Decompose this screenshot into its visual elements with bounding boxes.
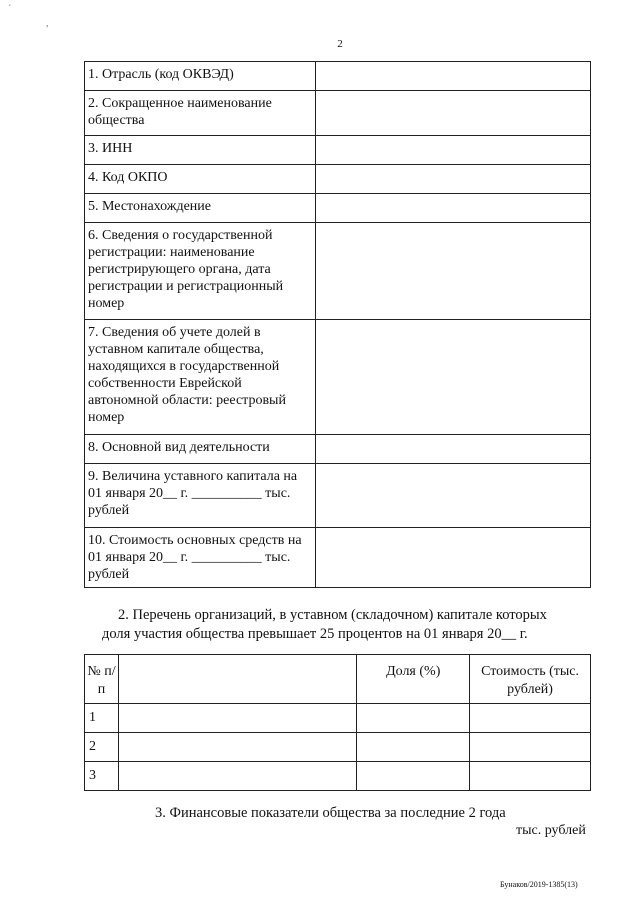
row-number: 2	[85, 733, 119, 762]
row-label: 7. Сведения об учете долей в уставном капитале общества, находящихся в государственной собственности Еврейской автономной области: реестровый номер	[85, 320, 316, 435]
col-header-share: Доля (%)	[357, 655, 470, 704]
row-value-cell[interactable]	[316, 165, 591, 194]
table-row	[85, 733, 591, 762]
scan-artifact: ,	[46, 18, 49, 29]
share-cell[interactable]	[357, 733, 470, 762]
row-label: 4. Код ОКПО	[85, 165, 316, 194]
org-name-cell[interactable]	[118, 733, 356, 762]
org-name-cell[interactable]	[118, 704, 356, 733]
share-cell[interactable]	[357, 762, 470, 791]
table-row	[85, 704, 591, 733]
org-name-cell[interactable]	[118, 762, 356, 791]
row-label: 10. Стоимость основных средств на 01 января 20__ г. __________ тыс. рублей	[85, 528, 316, 588]
section-2-heading	[102, 606, 592, 644]
table-row	[85, 320, 591, 435]
section-2-line-2: доля участия общества превышает 25 процентов на 01 января 20__ г.	[102, 626, 528, 642]
value-cell[interactable]	[470, 733, 591, 762]
row-label: 8. Основной вид деятельности	[85, 435, 316, 464]
row-label: 1. Отрасль (код ОКВЭД)	[85, 62, 316, 91]
table-row	[85, 62, 591, 91]
share-cell[interactable]	[357, 704, 470, 733]
table-header-row	[85, 655, 591, 704]
row-label: 5. Местонахождение	[85, 194, 316, 223]
row-value-cell[interactable]	[316, 223, 591, 320]
row-value-cell[interactable]	[316, 320, 591, 435]
value-cell[interactable]	[470, 704, 591, 733]
row-value-cell[interactable]	[316, 91, 591, 136]
company-info-table	[84, 61, 591, 588]
units-label: тыс. рублей	[516, 823, 586, 838]
page-number: 2	[337, 38, 343, 50]
row-value-cell[interactable]	[316, 528, 591, 588]
row-value-cell[interactable]	[316, 194, 591, 223]
organizations-table	[84, 654, 591, 791]
col-header-name	[118, 655, 356, 704]
table-row	[85, 435, 591, 464]
row-value-cell[interactable]	[316, 464, 591, 528]
document-footer-code: Бунаков/2019-1385(13)	[500, 880, 578, 889]
scan-artifact: ´	[8, 4, 12, 15]
row-label: 3. ИНН	[85, 136, 316, 165]
row-value-cell[interactable]	[316, 62, 591, 91]
table-row	[85, 165, 591, 194]
row-value-cell[interactable]	[316, 435, 591, 464]
row-label: 2. Сокращенное наименование общества	[85, 91, 316, 136]
row-label: 9. Величина уставного капитала на 01 января 20__ г. __________ тыс. рублей	[85, 464, 316, 528]
row-number: 1	[85, 704, 119, 733]
row-label: 6. Сведения о государственной регистрации: наименование регистрирующего органа, дата регистрации и регистрационный номер	[85, 223, 316, 320]
col-header-number: № п/п	[85, 655, 119, 704]
table-row	[85, 464, 591, 528]
table-row	[85, 194, 591, 223]
table-row	[85, 762, 591, 791]
table-row	[85, 91, 591, 136]
table-row	[85, 528, 591, 588]
row-number: 3	[85, 762, 119, 791]
value-cell[interactable]	[470, 762, 591, 791]
section-3-heading: 3. Финансовые показатели общества за последние 2 года	[155, 805, 506, 821]
table-row	[85, 223, 591, 320]
col-header-value: Стоимость (тыс. рублей)	[470, 655, 591, 704]
section-2-line-1: 2. Перечень организаций, в уставном (складочном) капитале которых	[118, 607, 547, 623]
row-value-cell[interactable]	[316, 136, 591, 165]
table-row	[85, 136, 591, 165]
